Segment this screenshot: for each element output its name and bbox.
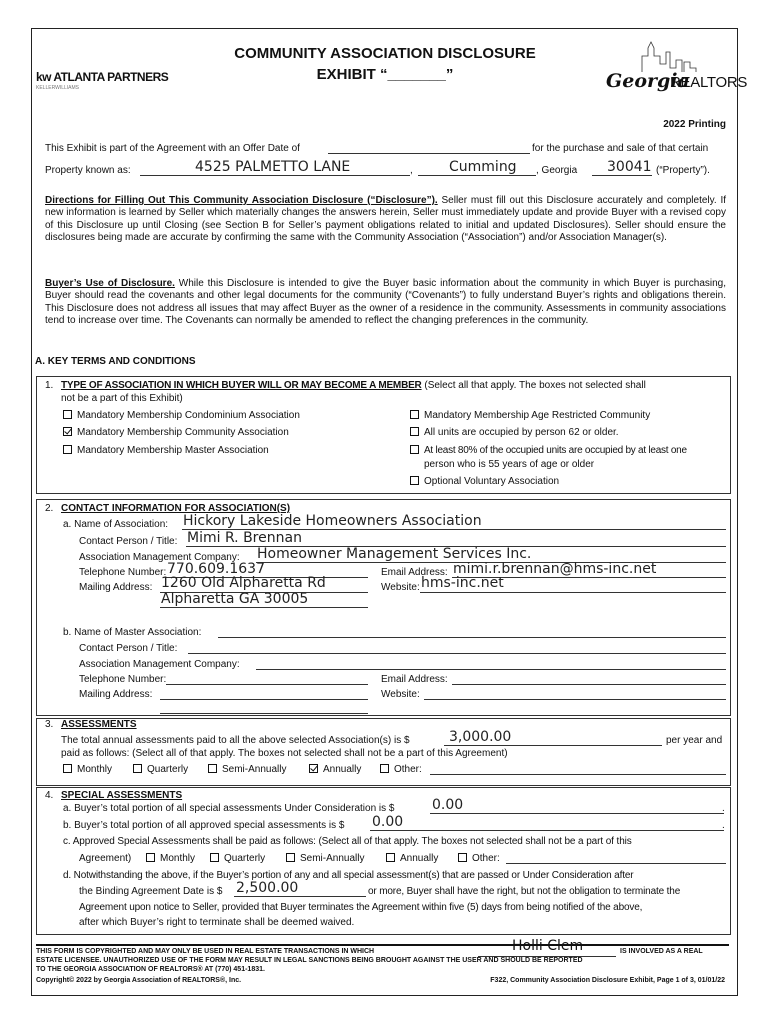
mail-label: Mailing Address: bbox=[79, 582, 153, 593]
intro-line1-a: This Exhibit is part of the Agreement with an Offer Date of bbox=[45, 143, 300, 154]
contact-value[interactable]: Mimi R. Brennan bbox=[187, 530, 302, 546]
contact-label: Contact Person / Title: bbox=[79, 536, 178, 547]
property-address-value[interactable]: 4525 PALMETTO LANE bbox=[195, 159, 351, 175]
item2-heading: CONTACT INFORMATION FOR ASSOCIATION(S) bbox=[61, 503, 291, 514]
assoc-name-label: a. Name of Association: bbox=[63, 519, 169, 530]
mgmt-label: Association Management Company: bbox=[79, 552, 240, 563]
item4-d-amount[interactable]: 2,500.00 bbox=[236, 880, 299, 896]
checkbox-checked-icon[interactable] bbox=[63, 427, 72, 436]
checkbox-checked-icon[interactable] bbox=[309, 764, 318, 773]
comma: , bbox=[410, 165, 413, 176]
item4-a-amount[interactable]: 0.00 bbox=[432, 797, 464, 813]
checkbox-icon[interactable] bbox=[133, 764, 142, 773]
item1-right-option-0[interactable]: Mandatory Membership Age Restricted Community bbox=[410, 410, 650, 421]
checkbox-icon[interactable] bbox=[63, 445, 72, 454]
item4-d-line3: Agreement upon notice to Seller, provided that Buyer terminates the Agreement within five (5) days from being notified of the above, bbox=[79, 902, 643, 913]
directions-heading: Directions for Filling Out This Community Association Disclosure (“Disclosure”). bbox=[45, 195, 438, 206]
doc-title-line2: EXHIBIT “_______” bbox=[316, 66, 454, 83]
item2-num: 2. bbox=[45, 503, 54, 514]
master-website-label: Website: bbox=[381, 689, 420, 700]
buyers-use-paragraph bbox=[45, 278, 726, 328]
item3-line2: paid as follows: (Select all of that apply. The boxes not selected shall not be a part of this Agreement) bbox=[61, 748, 508, 759]
mail-line2-value[interactable]: Alpharetta GA 30005 bbox=[161, 591, 309, 607]
website-label: Website: bbox=[381, 582, 420, 593]
item3-num: 3. bbox=[45, 719, 54, 730]
printing-year: 2022 Printing bbox=[663, 119, 726, 130]
footer-licensee[interactable]: Holli Clem bbox=[512, 938, 584, 954]
item1-right-option-2-cont: person who is 55 years of age or older bbox=[424, 459, 595, 470]
item4-d-line2-a: the Binding Agreement Date is $ bbox=[79, 886, 223, 897]
property-label: (“Property”). bbox=[656, 165, 710, 176]
period: . bbox=[722, 820, 725, 831]
item3-option-semiannually[interactable]: Semi-Annually bbox=[208, 764, 286, 775]
item4-b-text: b. Buyer’s total portion of all approved special assessments is $ bbox=[63, 820, 345, 831]
item4-c-option-quarterly[interactable]: Quarterly bbox=[210, 853, 265, 864]
phone-value[interactable]: 770.609.1637 bbox=[167, 561, 265, 577]
checkbox-icon[interactable] bbox=[458, 853, 467, 862]
directions-body: Seller must fill out this Disclosure accurately and completely. If new information is learned by Seller which materially changes the answers herein, Seller must immediately update and provide Buyer with a revised copy of this Disclosure up until Closing (see Section B for Seller’s payment obligations related to initial and updated Disclosures). Seller should ensure the disclosures being made are accurate by confirming the same with the Community Association (“Association”) and/or Association Manager(s). bbox=[45, 195, 727, 244]
master-mgmt-label: Association Management Company: bbox=[79, 659, 240, 670]
footer-line1-b: IS INVOLVED AS A REAL bbox=[620, 948, 703, 955]
master-phone-label: Telephone Number: bbox=[79, 674, 167, 685]
item4-c-option-annually[interactable]: Annually bbox=[386, 853, 438, 864]
item4-c-text: c. Approved Special Assessments shall be paid as follows: (Select all of that apply. The boxes not selected shall not be a part of this bbox=[63, 836, 632, 847]
checkbox-icon[interactable] bbox=[63, 764, 72, 773]
footer-line1-a: THIS FORM IS COPYRIGHTED AND MAY ONLY BE USED IN REAL ESTATE TRANSACTIONS IN WHICH bbox=[36, 948, 375, 955]
checkbox-icon[interactable] bbox=[380, 764, 389, 773]
master-contact-label: Contact Person / Title: bbox=[79, 643, 178, 654]
master-assoc-label: b. Name of Master Association: bbox=[63, 627, 202, 638]
buyers-use-body: While this Disclosure is intended to give the Buyer basic information about the community in which Buyer is purchasing, Buyer should read the covenants and other legal documents for the community (“Covenants”) to fully understand Buyer’s rights and obligations therein. This Disclosure does not address all issues that may affect Buyer as the owner of a residence in the community. Assessments in community associations tend to increase over time. The Covenants can normally be amended to reflect the changing preferences in the community. bbox=[45, 278, 727, 327]
footer-line2: ESTATE LICENSEE. UNAUTHORIZED USE OF THE FORM MAY RESULT IN LEGAL SANCTIONS BEING BROUGHT AGAINST THE USER AND SHOULD BE REPORTED bbox=[36, 957, 583, 964]
georgia-label: , Georgia bbox=[536, 165, 578, 176]
item4-d-line4: after which Buyer’s right to terminate shall be deemed waived. bbox=[79, 917, 355, 928]
gr-logo-caps: REALTORS bbox=[670, 74, 748, 91]
website-value[interactable]: hms-inc.net bbox=[421, 575, 504, 591]
item3-option-monthly[interactable]: Monthly bbox=[63, 764, 112, 775]
item1-right-option-2[interactable]: At least 80% of the occupied units are occupied by at least one bbox=[410, 445, 687, 456]
item4-a-text: a. Buyer’s total portion of all special assessments Under Consideration is $ bbox=[63, 803, 395, 814]
intro-property-label: Property known as: bbox=[45, 165, 131, 176]
checkbox-icon[interactable] bbox=[410, 476, 419, 485]
item4-c-option-monthly[interactable]: Monthly bbox=[146, 853, 195, 864]
item3-option-other[interactable]: Other: bbox=[380, 764, 422, 775]
footer-form-id: F322, Community Association Disclosure Exhibit, Page 1 of 3, 01/01/22 bbox=[490, 977, 725, 984]
kw-logo-text: kw ATLANTA PARTNERS bbox=[36, 70, 169, 84]
item1-note2: not be a part of this Exhibit) bbox=[61, 393, 183, 404]
mail-line1-value[interactable]: 1260 Old Alpharetta Rd bbox=[161, 575, 326, 591]
item3-option-quarterly[interactable]: Quarterly bbox=[133, 764, 188, 775]
assoc-name-value[interactable]: Hickory Lakeside Homeowners Association bbox=[183, 513, 482, 529]
assessment-amount-value[interactable]: 3,000.00 bbox=[449, 729, 512, 745]
zip-value[interactable]: 30041 bbox=[607, 159, 652, 175]
item1-left-option-2[interactable]: Mandatory Membership Master Association bbox=[63, 445, 269, 456]
item1-right-option-3[interactable]: Optional Voluntary Association bbox=[410, 476, 559, 487]
doc-title-line1: COMMUNITY ASSOCIATION DISCLOSURE bbox=[234, 45, 536, 62]
checkbox-icon[interactable] bbox=[286, 853, 295, 862]
section-a-heading: A. KEY TERMS AND CONDITIONS bbox=[35, 356, 196, 367]
checkbox-icon[interactable] bbox=[386, 853, 395, 862]
item4-c-option-semiannually[interactable]: Semi-Annually bbox=[286, 853, 364, 864]
item4-d-line2-b: or more, Buyer shall have the right, but not the obligation to terminate the bbox=[368, 886, 681, 897]
item1-right-option-1[interactable]: All units are occupied by person 62 or older. bbox=[410, 427, 619, 438]
item1-left-option-1[interactable]: Mandatory Membership Community Association bbox=[63, 427, 289, 438]
checkbox-icon[interactable] bbox=[410, 410, 419, 419]
checkbox-icon[interactable] bbox=[146, 853, 155, 862]
item4-heading: SPECIAL ASSESSMENTS bbox=[61, 790, 183, 801]
period: . bbox=[722, 803, 725, 814]
city-value[interactable]: Cumming bbox=[449, 159, 517, 175]
master-mail-label: Mailing Address: bbox=[79, 689, 153, 700]
item3-line1: The total annual assessments paid to all the above selected Association(s) is $ bbox=[61, 735, 410, 746]
georgia-realtors-logo bbox=[604, 38, 748, 100]
checkbox-icon[interactable] bbox=[63, 410, 72, 419]
checkbox-icon[interactable] bbox=[410, 427, 419, 436]
checkbox-icon[interactable] bbox=[208, 764, 217, 773]
item1-left-option-0[interactable]: Mandatory Membership Condominium Association bbox=[63, 410, 300, 421]
email-value[interactable]: mimi.r.brennan@hms-inc.net bbox=[453, 561, 657, 577]
footer-copyright: Copyright© 2022 by Georgia Association of REALTORS®, Inc. bbox=[36, 977, 242, 984]
item3-heading: ASSESSMENTS bbox=[61, 719, 137, 730]
phone-label: Telephone Number: bbox=[79, 567, 167, 578]
buyers-use-heading: Buyer’s Use of Disclosure. bbox=[45, 278, 175, 289]
item4-d-line1: d. Notwithstanding the above, if the Buyer’s portion of any and all special assessment(s) that are passed or Under Consideration after bbox=[63, 870, 634, 881]
item1-heading: TYPE OF ASSOCIATION IN WHICH BUYER WILL OR MAY BECOME A MEMBER bbox=[61, 380, 422, 391]
item4-c-option-other[interactable]: Other: bbox=[458, 853, 500, 864]
checkbox-icon[interactable] bbox=[410, 445, 419, 454]
item3-line1-b: per year and bbox=[666, 735, 723, 746]
email-label: Email Address: bbox=[381, 567, 448, 578]
item1-note: (Select all that apply. The boxes not selected shall bbox=[424, 380, 646, 391]
footer-line3: TO THE GEORGIA ASSOCIATION OF REALTORS® AT (770) 451-1831. bbox=[36, 966, 265, 973]
item1-num: 1. bbox=[45, 380, 54, 391]
item4-c-agreement: Agreement) bbox=[79, 853, 132, 864]
kw-logo-sub: KELLERWILLIAMS bbox=[36, 85, 79, 91]
intro-line1-b: for the purchase and sale of that certain bbox=[532, 143, 709, 154]
footer-divider bbox=[36, 944, 729, 946]
item4-num: 4. bbox=[45, 790, 54, 801]
directions-paragraph bbox=[45, 195, 726, 245]
item4-b-amount[interactable]: 0.00 bbox=[372, 814, 404, 830]
item3-option-annually[interactable]: Annually bbox=[309, 764, 361, 775]
checkbox-icon[interactable] bbox=[210, 853, 219, 862]
master-email-label: Email Address: bbox=[381, 674, 448, 685]
gr-logo-script: Georgia bbox=[606, 70, 690, 92]
mgmt-value[interactable]: Homeowner Management Services Inc. bbox=[257, 546, 532, 562]
